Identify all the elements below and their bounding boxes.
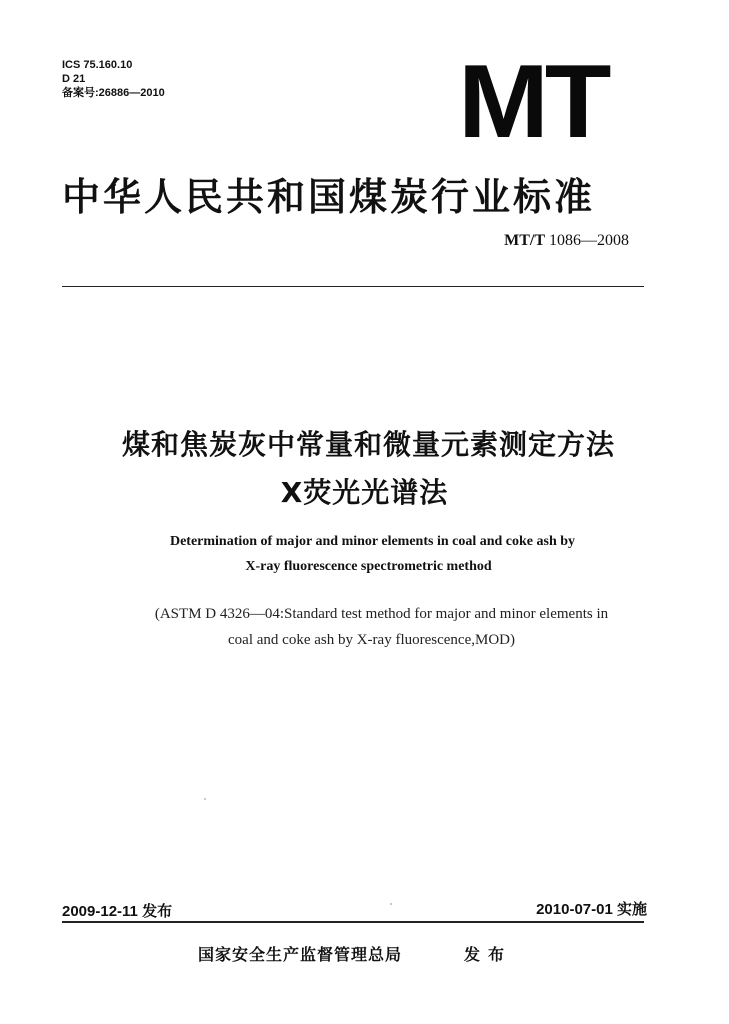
issue-label: 发布	[464, 945, 513, 964]
classification-block	[62, 58, 165, 100]
title-cn-line2: X荧光光谱法	[280, 476, 449, 509]
ics-code: ICS 75.160.10	[62, 59, 133, 71]
issuing-authority: 国家安全生产监督管理总局	[198, 945, 403, 964]
standard-prefix: MT/T	[504, 232, 545, 249]
organization-title: 中华人民共和国煤炭行业标准	[62, 175, 596, 219]
title-en-line2: X-ray fluorescence spectrometric method	[245, 559, 492, 574]
publish-date: 2009-12-11 发布	[62, 903, 173, 920]
standard-code: 1086—2008	[549, 232, 629, 249]
title-en-line1: Determination of major and minor elements in coal and coke ash by	[169, 534, 576, 549]
mt-logo: MT	[458, 44, 608, 160]
implementation-date: 2010-07-01 实施	[536, 901, 647, 918]
ccs-code: D 21	[62, 73, 86, 85]
header-rule	[62, 286, 644, 287]
scan-speck	[204, 798, 206, 800]
standard-number	[504, 232, 629, 250]
scan-speck	[390, 903, 392, 905]
filing-number: 备案号:26886—2010	[62, 87, 165, 99]
title-cn-line1: 煤和焦炭灰中常量和微量元素测定方法	[121, 428, 615, 461]
source-standard-line1: (ASTM D 4326—04:Standard test method for major and minor elements in	[154, 606, 609, 622]
footer-rule	[62, 921, 644, 923]
source-standard-line2: coal and coke ash by X-ray fluorescence,MOD)	[228, 632, 515, 648]
